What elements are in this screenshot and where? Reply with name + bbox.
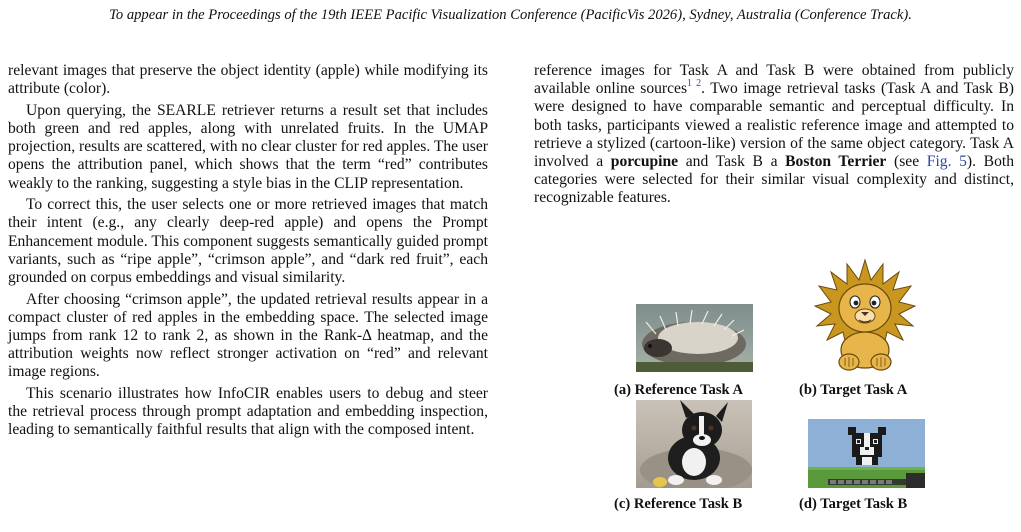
- paragraph-4: After choosing “crimson apple”, the updated retrieval results appear in a compact cluster of red apples in the embedding space. The selected image jumps from rank 12 to rank 2, as shown in the Rank-Δ heatmap, and the attribution weights now reflect stronger activation on “red” and relevant image regions.: [8, 290, 488, 381]
- paragraph-study-tasks: [534, 62, 1014, 208]
- cartoon-lion-porcupine: [813, 258, 917, 374]
- text-span: . Two image retrieval tasks (Task A and Task B) were designed to have comparable semantic and perceptual difficulty. In both tasks, participants viewed a realistic reference image and attempted to retrieve a stylized (cartoon-like) version of the same object category. Task A involved a: [534, 80, 1015, 171]
- cartoon-target-a-art: [813, 258, 917, 374]
- caption-target-task-a: (b) Target Task A: [799, 382, 908, 398]
- caption-target-task-b: (d) Target Task B: [799, 496, 908, 512]
- figure-link[interactable]: Fig. 5: [926, 153, 967, 171]
- bold-boston-terrier: Boston Terrier: [785, 153, 887, 171]
- boston-terrier-photo-art: [636, 400, 752, 488]
- paragraph-1: relevant images that preserve the object identity (apple) while modifying its attribute (color).: [8, 62, 488, 98]
- caption-reference-task-b: (c) Reference Task B: [614, 496, 743, 512]
- footnote-ref-2[interactable]: 2: [696, 78, 702, 90]
- cartoon-target-b-art: [808, 419, 925, 488]
- paragraph-3: To correct this, the user selects one or more retrieved images that match their intent (e.g., any clearly deep-red apple) and opens the Prompt Enhancement module. This component suggests semantically guided prompt variants, such as “ripe apple”, “crimson apple”, and “dark red fruit”, each grounded on corpus embeddings and visual similarity.: [8, 196, 488, 287]
- porcupine-photo: [636, 304, 753, 372]
- left-column: [8, 62, 488, 443]
- minecraft-terrier-scene: [808, 419, 925, 488]
- running-head: To appear in the Proceedings of the 19th IEEE Pacific Visualization Conference (PacificVis 2026), Sydney, Australia (Conference Track).: [109, 7, 912, 23]
- bold-porcupine: porcupine: [610, 153, 679, 171]
- boston-terrier-photo: [636, 400, 752, 488]
- text-span: reference images for Task A and Task B were obtained from publicly available online sources: [534, 62, 1014, 98]
- porcupine-photo-art: [636, 304, 753, 372]
- paragraph-5: This scenario illustrates how InfoCIR enables users to debug and steer the retrieval process through prompt adaptation and embedding inspection, leading to semantically faithful results that align with the composed intent.: [8, 385, 488, 439]
- text-span: ). Both categories were selected for their similar visual complexity and distinct, recognizable features.: [534, 153, 1014, 207]
- paragraph-2: Upon querying, the SEARLE retriever returns a result set that includes both green and red apples, along with unrelated fruits. In the UMAP projection, results are scattered, with no clear cluster for red apples. The user opens the attribution panel, which shows that the term “red” contributes weakly to the ranking, suggesting a style bias in the CLIP representation.: [8, 101, 488, 192]
- right-column: [534, 62, 1014, 211]
- caption-reference-task-a: (a) Reference Task A: [614, 382, 744, 398]
- text-span: and Task B a: [678, 153, 786, 171]
- footnote-ref-1[interactable]: 1: [687, 78, 693, 90]
- text-span: (see: [886, 153, 927, 171]
